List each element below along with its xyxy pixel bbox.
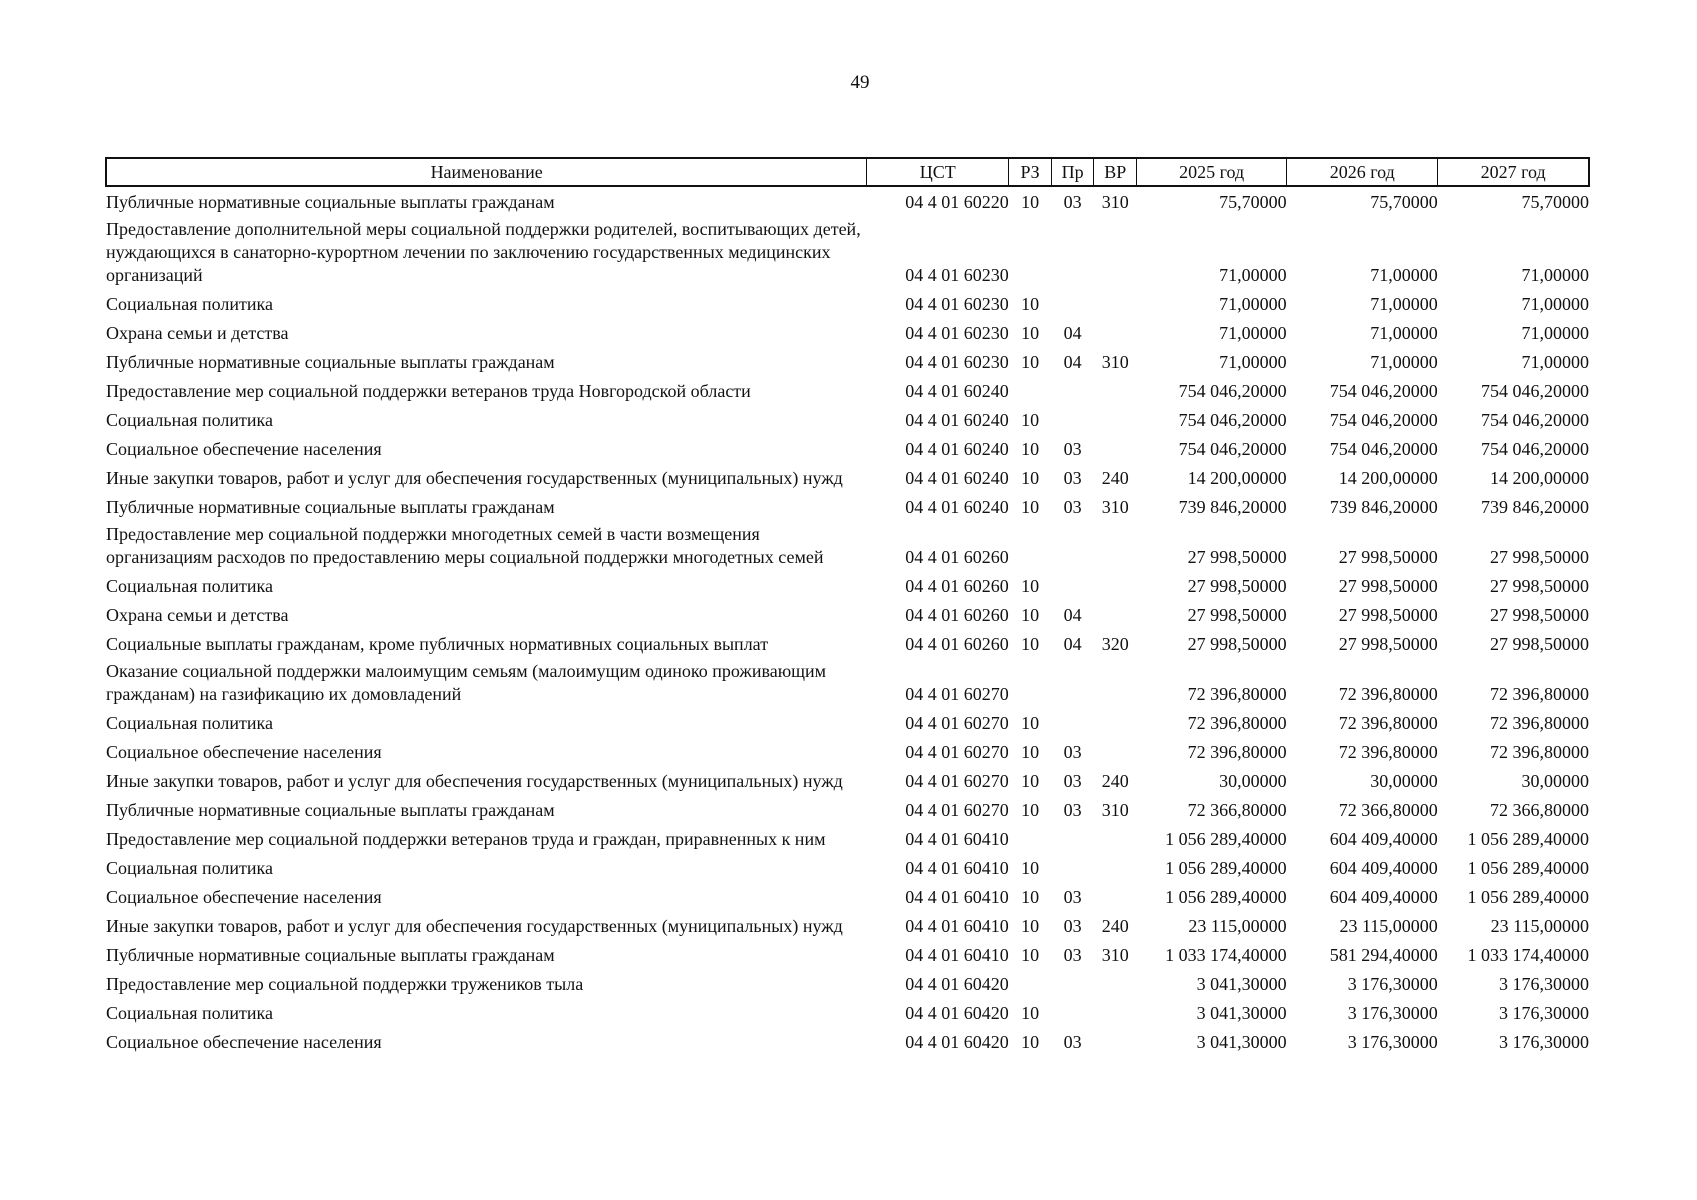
row-2025: 754 046,20000 [1178,439,1287,459]
row-2026: 72 396,80000 [1338,684,1438,704]
row-pr [1051,289,1094,318]
row-cst: 04 4 01 60260 [905,576,1009,596]
row-vr [1094,853,1137,882]
row-2025: 1 056 289,40000 [1165,858,1287,878]
row-2025: 72 366,80000 [1187,800,1287,820]
row-pr: 03 [1063,800,1082,820]
row-cst: 04 4 01 60410 [905,887,1009,907]
table-row [106,571,1589,600]
row-pr: 03 [1063,468,1082,488]
row-name: Публичные нормативные социальные выплаты гражданам [106,800,555,820]
row-vr: 240 [1101,468,1129,488]
row-name: Социальное обеспечение населения [106,742,382,762]
header-2026: 2026 год [1287,158,1438,186]
row-2027: 1 056 289,40000 [1467,829,1589,849]
row-2025: 754 046,20000 [1178,381,1287,401]
row-2027: 754 046,20000 [1481,439,1589,459]
row-pr [1051,405,1094,434]
header-vr: ВР [1094,158,1137,186]
row-2027: 1 056 289,40000 [1467,858,1589,878]
table-row [106,289,1589,318]
row-cst: 04 4 01 60420 [905,974,1009,994]
row-2027: 71,00000 [1521,352,1589,372]
row-cst: 04 4 01 60410 [905,829,1009,849]
row-rz: 10 [1021,192,1040,212]
row-rz: 10 [1021,1003,1040,1023]
row-name: Социальное обеспечение населения [106,439,382,459]
row-cst: 04 4 01 60270 [905,800,1009,820]
row-2026: 71,00000 [1370,294,1438,314]
row-2025: 739 846,20000 [1178,497,1287,517]
row-rz [1009,658,1052,708]
row-cst: 04 4 01 60270 [905,771,1009,791]
row-cst: 04 4 01 60230 [905,265,1009,285]
row-2027: 71,00000 [1521,294,1589,314]
row-name: Охрана семьи и детства [106,323,289,343]
row-vr [1094,658,1137,708]
row-cst: 04 4 01 60420 [905,1003,1009,1023]
row-pr: 03 [1063,887,1082,907]
row-2025: 71,00000 [1219,352,1287,372]
row-2025: 27 998,50000 [1187,605,1287,625]
row-2026: 72 396,80000 [1338,742,1438,762]
header-cst: ЦСТ [867,158,1009,186]
row-vr [1094,998,1137,1027]
row-vr [1094,405,1137,434]
row-name: Публичные нормативные социальные выплаты гражданам [106,497,555,517]
row-cst: 04 4 01 60240 [905,410,1009,430]
row-2025: 23 115,00000 [1188,916,1287,936]
row-rz: 10 [1021,634,1040,654]
row-name: Социальная политика [106,576,273,596]
table-row [106,940,1589,969]
row-2027: 739 846,20000 [1481,497,1589,517]
row-vr [1094,600,1137,629]
table-row [106,658,1589,708]
row-2027: 72 396,80000 [1490,742,1589,762]
row-2026: 72 366,80000 [1338,800,1438,820]
row-cst: 04 4 01 60260 [905,547,1009,567]
row-name: Социальная политика [106,713,273,733]
row-2026: 754 046,20000 [1329,439,1438,459]
row-2027: 3 176,30000 [1499,974,1589,994]
row-name: Предоставление дополнительной меры социальной поддержки родителей, воспитывающих детей, нуждающихся в санаторно-курортном лечении по заключению государственных медицинских организаций [106,219,861,285]
row-vr [1094,882,1137,911]
row-2027: 71,00000 [1521,265,1589,285]
row-name: Охрана семьи и детства [106,605,289,625]
row-cst: 04 4 01 60240 [905,381,1009,401]
row-name: Иные закупки товаров, работ и услуг для обеспечения государственных (муниципальных) нужд [106,468,843,488]
row-2027: 72 396,80000 [1490,684,1589,704]
row-2025: 3 041,30000 [1196,1003,1287,1023]
row-name: Социальное обеспечение населения [106,887,382,907]
row-2025: 754 046,20000 [1178,410,1287,430]
table-row [106,521,1589,571]
row-pr: 04 [1063,323,1082,343]
row-vr: 310 [1101,497,1129,517]
row-rz: 10 [1021,887,1040,907]
row-cst: 04 4 01 60230 [905,323,1009,343]
row-name: Публичные нормативные социальные выплаты гражданам [106,352,555,372]
row-cst: 04 4 01 60220 [905,192,1009,212]
row-name: Предоставление мер социальной поддержки ветеранов труда и граждан, приравненных к ним [106,829,826,849]
row-cst: 04 4 01 60230 [905,352,1009,372]
row-2027: 72 396,80000 [1490,713,1589,733]
row-2027: 27 998,50000 [1490,634,1589,654]
row-vr: 310 [1101,800,1129,820]
table-row [106,795,1589,824]
header-2027: 2027 год [1438,158,1589,186]
page-number: 49 [850,72,870,93]
row-2026: 604 409,40000 [1329,887,1438,907]
row-vr [1094,737,1137,766]
row-pr: 03 [1063,497,1082,517]
row-2027: 23 115,00000 [1490,916,1589,936]
row-rz [1009,969,1052,998]
table-row [106,911,1589,940]
table-row [106,186,1589,216]
row-vr: 310 [1101,945,1129,965]
row-2025: 1 033 174,40000 [1165,945,1287,965]
row-2025: 71,00000 [1219,323,1287,343]
row-pr [1051,658,1094,708]
row-name: Социальное обеспечение населения [106,1032,382,1052]
table-row [106,216,1589,289]
table-row [106,853,1589,882]
row-name: Социальная политика [106,1003,273,1023]
row-2027: 75,70000 [1521,192,1589,212]
row-rz: 10 [1021,576,1040,596]
row-2027: 1 033 174,40000 [1467,945,1589,965]
row-vr [1094,521,1137,571]
row-pr [1051,571,1094,600]
row-rz [1009,216,1052,289]
row-cst: 04 4 01 60260 [905,634,1009,654]
row-2026: 581 294,40000 [1329,945,1438,965]
row-2027: 72 366,80000 [1490,800,1589,820]
table-row [106,492,1589,521]
row-2026: 71,00000 [1370,352,1438,372]
row-rz [1009,824,1052,853]
row-vr [1094,318,1137,347]
table-row [106,463,1589,492]
row-vr [1094,1027,1137,1056]
row-name: Предоставление мер социальной поддержки тружеников тыла [106,974,584,994]
row-2027: 3 176,30000 [1499,1032,1589,1052]
row-2025: 27 998,50000 [1187,634,1287,654]
row-pr [1051,998,1094,1027]
row-rz: 10 [1021,858,1040,878]
row-pr: 04 [1063,634,1082,654]
row-pr: 03 [1063,916,1082,936]
row-cst: 04 4 01 60240 [905,497,1009,517]
row-name: Социальная политика [106,294,273,314]
row-name: Публичные нормативные социальные выплаты гражданам [106,192,555,212]
row-cst: 04 4 01 60420 [905,1032,1009,1052]
row-2026: 72 396,80000 [1338,713,1438,733]
row-rz: 10 [1021,294,1040,314]
row-rz: 10 [1021,800,1040,820]
row-2027: 3 176,30000 [1499,1003,1589,1023]
row-pr: 03 [1063,771,1082,791]
table-row [106,629,1589,658]
row-vr: 320 [1101,634,1129,654]
row-pr: 04 [1063,605,1082,625]
row-2026: 27 998,50000 [1338,547,1438,567]
row-2025: 14 200,00000 [1187,468,1287,488]
row-pr [1051,521,1094,571]
row-2027: 30,00000 [1521,771,1589,791]
row-pr [1051,824,1094,853]
row-2025: 1 056 289,40000 [1165,829,1287,849]
table-row [106,766,1589,795]
row-rz: 10 [1021,323,1040,343]
table-row [106,347,1589,376]
row-2026: 3 176,30000 [1347,1032,1438,1052]
row-vr [1094,434,1137,463]
row-name: Иные закупки товаров, работ и услуг для обеспечения государственных (муниципальных) нужд [106,771,843,791]
row-2026: 27 998,50000 [1338,605,1438,625]
row-2027: 27 998,50000 [1490,547,1589,567]
row-pr: 03 [1063,945,1082,965]
row-2027: 27 998,50000 [1490,576,1589,596]
table-row [106,405,1589,434]
row-name: Предоставление мер социальной поддержки многодетных семей в части возмещения организациям расходов по предоставлению меры социальной поддержки многодетных семей [106,524,824,567]
header-name: Наименование [106,158,867,186]
row-2026: 30,00000 [1370,771,1438,791]
row-vr: 310 [1101,192,1129,212]
row-2026: 71,00000 [1370,265,1438,285]
row-cst: 04 4 01 60410 [905,916,1009,936]
row-2025: 72 396,80000 [1187,713,1287,733]
table-row [106,600,1589,629]
row-2026: 27 998,50000 [1338,634,1438,654]
row-2025: 71,00000 [1219,294,1287,314]
row-2026: 75,70000 [1370,192,1438,212]
row-2027: 754 046,20000 [1481,410,1589,430]
row-2025: 72 396,80000 [1187,684,1287,704]
row-rz: 10 [1021,605,1040,625]
row-rz [1009,376,1052,405]
row-2025: 3 041,30000 [1196,1032,1287,1052]
row-vr [1094,708,1137,737]
row-vr [1094,969,1137,998]
budget-table [105,157,1590,1056]
row-rz: 10 [1021,410,1040,430]
row-rz: 10 [1021,713,1040,733]
row-pr [1051,969,1094,998]
table-row [106,376,1589,405]
row-2026: 14 200,00000 [1338,468,1438,488]
row-pr: 03 [1063,439,1082,459]
row-2026: 604 409,40000 [1329,829,1438,849]
row-2025: 27 998,50000 [1187,576,1287,596]
row-rz: 10 [1021,497,1040,517]
row-2027: 27 998,50000 [1490,605,1589,625]
row-rz: 10 [1021,945,1040,965]
row-2027: 14 200,00000 [1490,468,1589,488]
row-vr [1094,376,1137,405]
row-name: Социальные выплаты гражданам, кроме публичных нормативных социальных выплат [106,634,769,654]
row-pr [1051,708,1094,737]
table-row [106,1027,1589,1056]
row-pr: 03 [1063,742,1082,762]
row-name: Предоставление мер социальной поддержки ветеранов труда Новгородской области [106,381,751,401]
row-name: Публичные нормативные социальные выплаты гражданам [106,945,555,965]
row-pr [1051,216,1094,289]
row-vr [1094,571,1137,600]
row-2026: 3 176,30000 [1347,974,1438,994]
row-2025: 30,00000 [1219,771,1287,791]
row-rz: 10 [1021,439,1040,459]
row-rz: 10 [1021,352,1040,372]
row-cst: 04 4 01 60240 [905,468,1009,488]
table-row [106,969,1589,998]
row-pr: 03 [1063,1032,1082,1052]
row-vr [1094,216,1137,289]
row-2026: 27 998,50000 [1338,576,1438,596]
row-cst: 04 4 01 60240 [905,439,1009,459]
row-2027: 754 046,20000 [1481,381,1589,401]
row-pr [1051,376,1094,405]
row-2026: 71,00000 [1370,323,1438,343]
header-pr: Пр [1051,158,1094,186]
row-2025: 3 041,30000 [1196,974,1287,994]
row-2027: 71,00000 [1521,323,1589,343]
row-vr: 240 [1101,771,1129,791]
row-pr: 03 [1063,192,1082,212]
table-row [106,882,1589,911]
table-body [106,186,1589,1056]
header-rz: РЗ [1009,158,1052,186]
row-2026: 604 409,40000 [1329,858,1438,878]
table-row [106,998,1589,1027]
row-2026: 3 176,30000 [1347,1003,1438,1023]
row-vr: 240 [1101,916,1129,936]
row-rz: 10 [1021,468,1040,488]
row-vr: 310 [1101,352,1129,372]
row-2025: 75,70000 [1219,192,1287,212]
table-row [106,824,1589,853]
row-rz: 10 [1021,1032,1040,1052]
table-row [106,708,1589,737]
row-cst: 04 4 01 60260 [905,605,1009,625]
row-pr [1051,853,1094,882]
row-cst: 04 4 01 60270 [905,742,1009,762]
row-2026: 23 115,00000 [1339,916,1438,936]
table-row [106,737,1589,766]
row-2026: 754 046,20000 [1329,410,1438,430]
row-cst: 04 4 01 60410 [905,858,1009,878]
row-cst: 04 4 01 60270 [905,713,1009,733]
row-rz: 10 [1021,916,1040,936]
header-2025: 2025 год [1137,158,1287,186]
row-vr [1094,289,1137,318]
row-cst: 04 4 01 60230 [905,294,1009,314]
row-rz: 10 [1021,771,1040,791]
row-2026: 739 846,20000 [1329,497,1438,517]
table-row [106,434,1589,463]
table-row [106,318,1589,347]
row-name: Социальная политика [106,858,273,878]
row-2025: 1 056 289,40000 [1165,887,1287,907]
row-name: Социальная политика [106,410,273,430]
table-header-row [106,158,1589,186]
row-cst: 04 4 01 60270 [905,684,1009,704]
row-rz [1009,521,1052,571]
row-cst: 04 4 01 60410 [905,945,1009,965]
row-pr: 04 [1063,352,1082,372]
row-name: Оказание социальной поддержки малоимущим семьям (малоимущим одиноко проживающим гражданам) на газификацию их домовладений [106,661,827,704]
row-2025: 27 998,50000 [1187,547,1287,567]
row-2025: 72 396,80000 [1187,742,1287,762]
row-2026: 754 046,20000 [1329,381,1438,401]
row-vr [1094,824,1137,853]
row-2025: 71,00000 [1219,265,1287,285]
row-rz: 10 [1021,742,1040,762]
row-name: Иные закупки товаров, работ и услуг для обеспечения государственных (муниципальных) нужд [106,916,843,936]
row-2027: 1 056 289,40000 [1467,887,1589,907]
